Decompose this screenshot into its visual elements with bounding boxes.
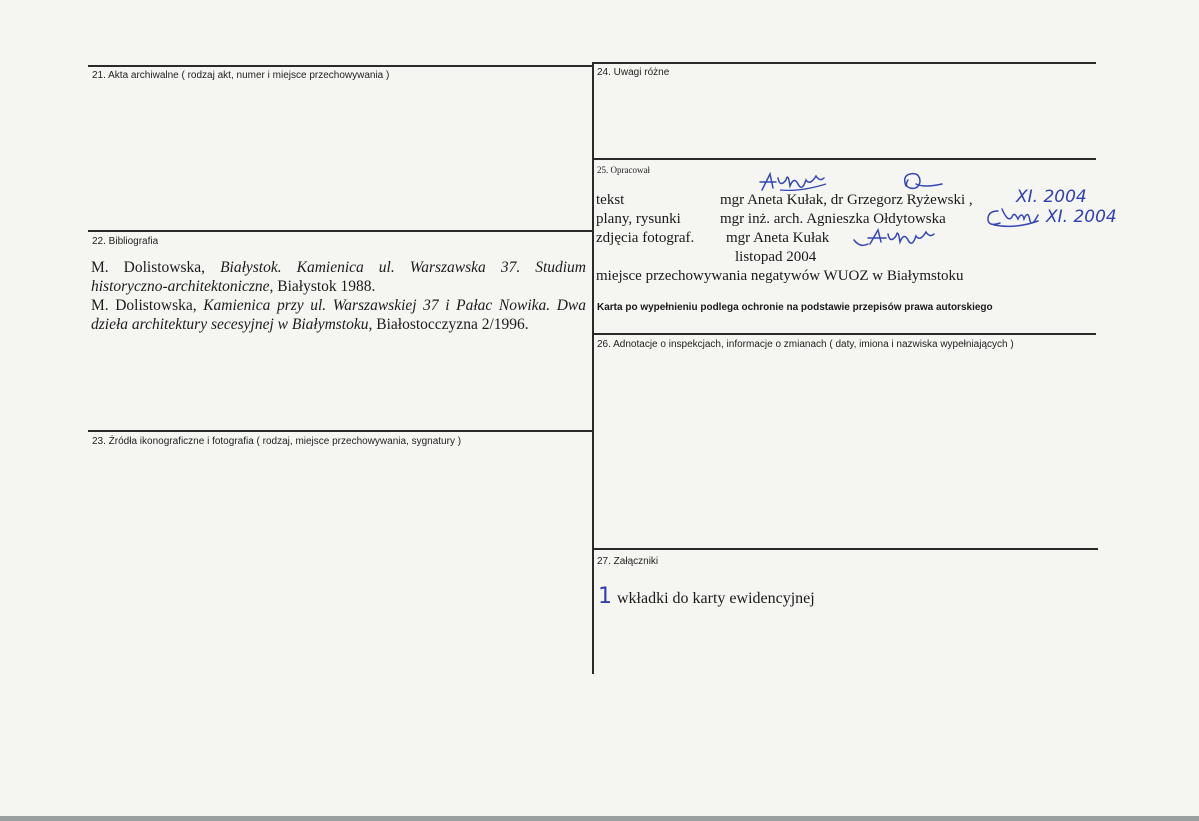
column-divider: [592, 62, 594, 674]
rule-section-22: [88, 230, 594, 232]
rule-section-25: [592, 158, 1096, 160]
rule-section-26: [592, 333, 1096, 335]
section-25-label: 25. Opracował: [597, 165, 650, 175]
attachment-text: wkładki do karty ewidencyjnej: [617, 590, 815, 607]
person-text: mgr Aneta Kułak, dr Grzegorz Ryżewski ,: [720, 192, 973, 208]
person-plans: mgr inż. arch. Agnieszka Ołdytowska: [720, 211, 946, 227]
bibliography-entry: [91, 296, 586, 334]
section-21-label: 21. Akta archiwalne ( rodzaj akt, numer i miejsce przechowywania ): [92, 70, 390, 81]
negatives-location: miejsce przechowywania negatywów WUOZ w Białymstoku: [596, 268, 964, 284]
bib-details: Białystok 1988.: [277, 278, 376, 295]
bib-title: Białystok. Kamienica ul. Warszawska 37. Studium historyczno-architektoniczne,: [91, 259, 587, 295]
bib-title: Kamienica przy ul. Warszawskiej 37 i Pałac Nowika. Dwa dzieła architektury secesyjnej w Białymstoku,: [91, 297, 586, 333]
signature-kulak-photos: [852, 226, 936, 248]
person-photos: mgr Aneta Kułak: [726, 230, 830, 246]
bib-author: M. Dolistowska,: [91, 297, 197, 314]
section-22-label: 22. Bibliografia: [92, 236, 159, 247]
rule-section-27: [592, 548, 1098, 550]
section-26-label: 26. Adnotacje o inspekcjach, informacje o zmianach ( daty, imiona i nazwiska wypełniających ): [597, 339, 1014, 350]
role-text: tekst: [596, 192, 625, 208]
signature-ryzewski: [898, 168, 946, 194]
attachment-count: 1: [598, 584, 612, 609]
role-photos: zdjęcia fotograf.: [596, 230, 695, 246]
signature-kulak: [758, 168, 830, 194]
role-plans: plany, rysunki: [596, 211, 681, 227]
bib-details: Białostocczyzna 2/1996.: [376, 316, 529, 333]
handwritten-date: XI. 2004: [1016, 187, 1087, 207]
signature-oldytowska: [984, 205, 1042, 229]
rule-section-24: [592, 62, 1096, 64]
section-27-label: 27. Załączniki: [597, 556, 659, 567]
copyright-note: Karta po wypełnieniu podlega ochronie na podstawie przepisów prawa autorskiego: [597, 302, 993, 313]
rule-section-23: [88, 430, 594, 432]
bibliography-entry: [91, 258, 586, 296]
scan-bottom-edge: [0, 816, 1199, 821]
section-24-label: 24. Uwagi różne: [597, 67, 670, 78]
handwritten-date: XI. 2004: [1046, 207, 1117, 227]
rule-section-21: [88, 65, 594, 67]
bib-author: M. Dolistowska,: [91, 259, 206, 276]
section-23-label: 23. Źródła ikonograficzne i fotografia ( rodzaj, miejsce przechowywania, sygnatury ): [92, 436, 462, 447]
completion-date: listopad 2004: [735, 249, 817, 265]
bibliography-text: [91, 258, 586, 334]
